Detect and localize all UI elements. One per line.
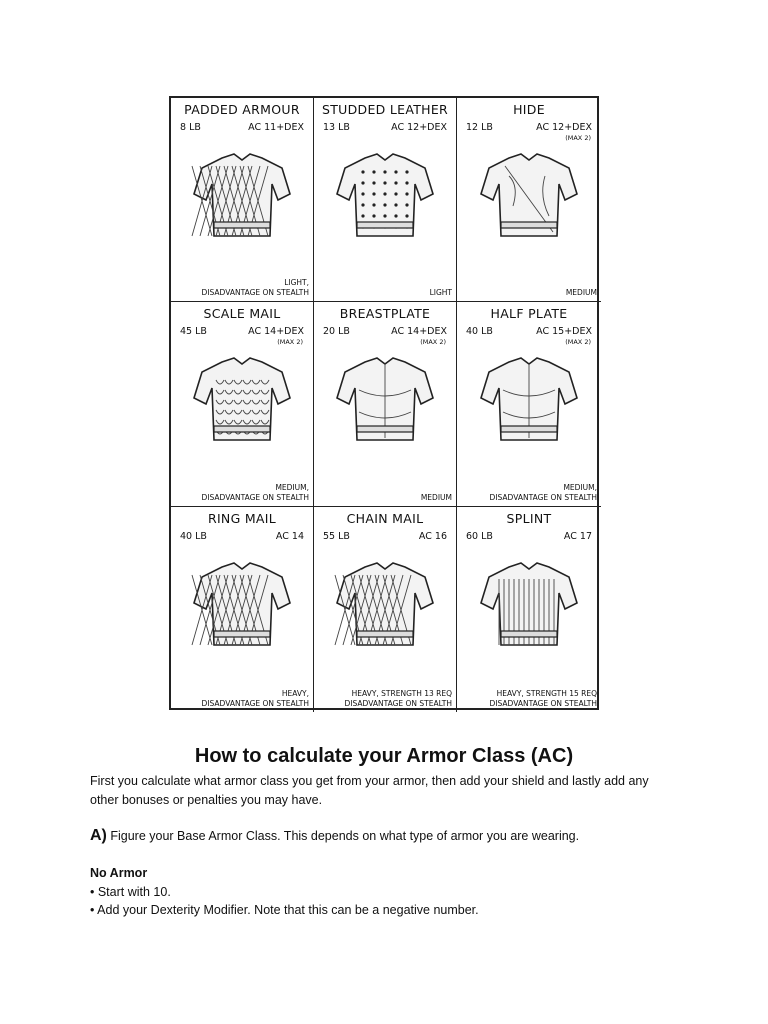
armor-cell (314, 302, 457, 507)
chain-mail-icon (325, 555, 445, 670)
armor-property-line: HEAVY, STRENGTH 13 REQ (351, 688, 452, 698)
armor-name: HALF PLATE (490, 306, 568, 321)
armor-name: STUDDED LEATHER (321, 102, 449, 117)
half-plate-icon (469, 350, 589, 465)
armor-property-line: MEDIUM, (275, 482, 309, 492)
armor-class: AC 15+DEX (536, 326, 592, 337)
no-armor-heading: No Armor (90, 866, 148, 880)
intro-paragraph-line-1: First you calculate what armor class you get from your armor, then add your shield and lastly add any (90, 774, 649, 788)
armor-properties (430, 288, 452, 298)
no-armor-bullet-1: • Start with 10. (90, 885, 171, 899)
armor-cell (314, 507, 457, 712)
armor-cell (171, 98, 314, 302)
armor-cell (457, 507, 601, 712)
armor-property-line: MEDIUM (420, 492, 452, 502)
armor-properties (421, 493, 452, 503)
armor-properties (202, 689, 309, 709)
no-armor-bullet-2: • Add your Dexterity Modifier. Note that this can be a negative number. (90, 903, 479, 917)
armor-class: AC 12+DEX (391, 122, 447, 133)
armor-weight: 20 LB (323, 326, 350, 337)
armor-properties (490, 689, 597, 709)
ring-mail-icon (182, 555, 302, 670)
step-a-text: Figure your Base Armor Class. This depends on what type of armor you are wearing. (106, 829, 580, 843)
armor-name: RING MAIL (207, 511, 277, 526)
armor-weight: 40 LB (180, 531, 207, 542)
armor-properties (566, 288, 597, 298)
armor-name: HIDE (513, 102, 545, 117)
armor-properties (202, 278, 309, 298)
page-title: How to calculate your Armor Class (AC) (194, 745, 574, 767)
armor-property-line: DISADVANTAGE ON STEALTH (489, 492, 597, 502)
armor-name: SPLINT (506, 511, 552, 526)
armor-property-line: DISADVANTAGE ON STEALTH (201, 492, 309, 502)
studded-leather-icon (325, 146, 445, 261)
armor-table (169, 96, 599, 710)
armor-class: AC 14 (275, 531, 304, 542)
breastplate-icon (325, 350, 445, 465)
armor-class: AC 12+DEX (536, 122, 592, 133)
armor-dex-max: (MAX 2) (565, 134, 591, 142)
padded-armour-icon (182, 146, 302, 261)
armor-weight: 40 LB (466, 326, 493, 337)
step-a-label: A) (90, 827, 107, 844)
step-a (90, 826, 690, 846)
splint-armour-icon (469, 555, 589, 670)
armor-properties (345, 689, 452, 709)
armor-weight: 8 LB (180, 122, 201, 133)
armor-class: AC 14+DEX (248, 326, 304, 337)
hide-armour-icon (469, 146, 589, 261)
armor-cell (457, 302, 601, 507)
armor-properties (202, 483, 309, 503)
armor-name: SCALE MAIL (203, 306, 281, 321)
armor-property-line: LIGHT (429, 287, 452, 297)
armor-property-line: DISADVANTAGE ON STEALTH (201, 698, 309, 708)
armor-dex-max: (MAX 2) (420, 338, 446, 346)
armor-property-line: MEDIUM, (563, 482, 597, 492)
armor-dex-max: (MAX 2) (277, 338, 303, 346)
armor-properties (490, 483, 597, 503)
armor-dex-max: (MAX 2) (565, 338, 591, 346)
armor-class: AC 16 (418, 531, 447, 542)
armor-cell (457, 98, 601, 302)
armor-property-line: HEAVY, (281, 688, 309, 698)
armor-class: AC 14+DEX (391, 326, 447, 337)
armor-property-line: MEDIUM (565, 287, 597, 297)
armor-property-line: DISADVANTAGE ON STEALTH (344, 698, 452, 708)
armor-property-line: DISADVANTAGE ON STEALTH (201, 287, 309, 297)
armor-property-line: DISADVANTAGE ON STEALTH (489, 698, 597, 708)
armor-property-line: LIGHT, (284, 277, 309, 287)
armor-weight: 13 LB (323, 122, 350, 133)
armor-class: AC 17 (563, 531, 592, 542)
armor-weight: 55 LB (323, 531, 350, 542)
armor-weight: 12 LB (466, 122, 493, 133)
scale-mail-icon (182, 350, 302, 465)
armor-name: PADDED ARMOUR (184, 102, 300, 117)
armor-weight: 60 LB (466, 531, 493, 542)
armor-weight: 45 LB (180, 326, 207, 337)
armor-cell (314, 98, 457, 302)
armor-cell (171, 302, 314, 507)
armor-property-line: HEAVY, STRENGTH 15 REQ (496, 688, 597, 698)
armor-class: AC 11+DEX (248, 122, 304, 133)
armor-cell (171, 507, 314, 712)
intro-paragraph-line-2: other bonuses or penalties you may have. (90, 793, 323, 807)
armor-name: CHAIN MAIL (346, 511, 424, 526)
armor-name: BREASTPLATE (339, 306, 431, 321)
